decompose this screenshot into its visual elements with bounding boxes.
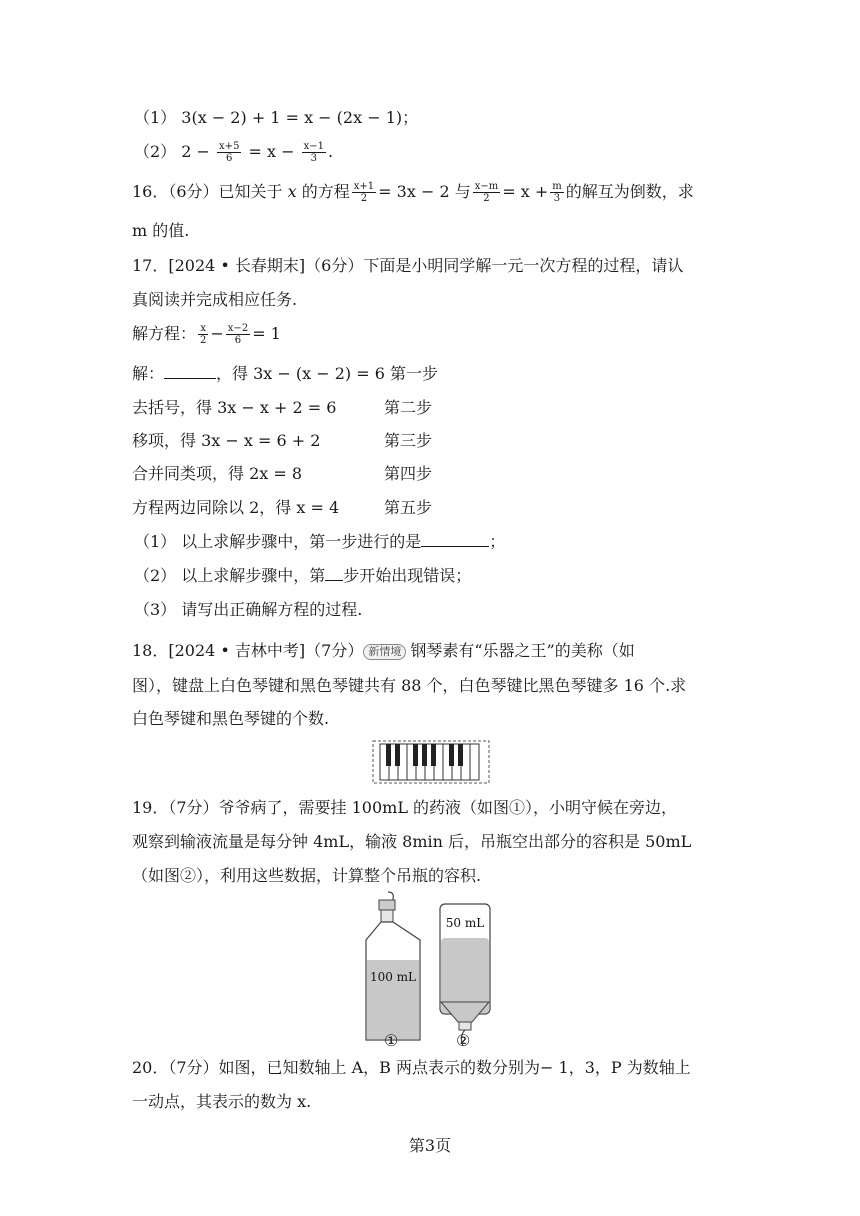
- q17-task3: （3） 请写出正确解方程的过程.: [134, 600, 363, 619]
- frac-den: 6: [226, 153, 233, 164]
- q17-step3: [132, 430, 433, 452]
- q15-part2-fraction-2: [302, 141, 326, 164]
- q15-part1-equation: 3(x − 2) + 1 = x − (2x − 1)；: [181, 108, 419, 127]
- q16-text-a: 16．（6分）已知关于: [132, 182, 283, 201]
- q16-text-c: = 3x − 2 与: [378, 182, 471, 201]
- q15-part1-label: （1）: [134, 108, 177, 127]
- q17-step2: [132, 397, 433, 419]
- q16-line2: m 的值.: [132, 221, 190, 240]
- bottle-2-label: 50 mL: [445, 916, 485, 930]
- frac-num: m: [552, 181, 562, 192]
- q16-fraction-1: [352, 181, 376, 204]
- frac-den: 3: [553, 193, 561, 204]
- frac-den: 2: [483, 193, 490, 204]
- q16-var-x: x: [287, 182, 297, 201]
- q15-part2-label: （2）: [134, 142, 177, 161]
- frac-den: 6: [234, 335, 242, 346]
- q19-line3: （如图②），利用这些数据，计算整个吊瓶的容积.: [132, 866, 482, 885]
- q17-equation: [132, 323, 281, 346]
- q15-part2-fraction-1: [217, 141, 241, 164]
- q17-rhs: = 1: [252, 324, 281, 343]
- q17-line1: 17．[2024 • 长春期末]（6分）下面是小明同学解一元一次方程的过程，请认: [132, 256, 684, 275]
- q15-part2-lead: 2 −: [181, 142, 210, 161]
- q16-fraction-2: [473, 181, 501, 204]
- frac-num: x: [198, 323, 208, 335]
- q18-line1: [132, 640, 635, 662]
- bottle-1: [366, 892, 420, 1040]
- q17-step4-text: 合并同类项，得 2x = 8: [132, 464, 303, 483]
- q17-step3-tag: 第三步: [384, 431, 433, 450]
- q15-part2-mid: = x −: [248, 142, 295, 161]
- q18-line3: 白色琴键和黑色琴键的个数.: [132, 709, 330, 728]
- frac-den: 2: [200, 335, 207, 346]
- frac-num: x−1: [303, 141, 325, 152]
- q16-text-e: 的解互为倒数，求: [565, 182, 694, 201]
- q17-line2: 真阅读并完成相应任务.: [132, 290, 298, 309]
- q19-line2: 观察到输液流量是每分钟 4mL，输液 8min 后，吊瓶空出部分的容积是 50mL: [132, 832, 692, 851]
- answer-blank[interactable]: [325, 580, 343, 581]
- q18-text-b: 钢琴素有“乐器之王”的美称（如: [410, 641, 635, 660]
- q17-fraction-1: [198, 323, 208, 346]
- frac-num: x+1: [353, 181, 375, 192]
- frac-den: 2: [360, 193, 368, 204]
- q17-task1-end: ；: [489, 532, 506, 551]
- bottle-1-label: 100 mL: [369, 970, 417, 984]
- figure-label-2: ②: [456, 1031, 471, 1050]
- frac-num: x−2: [227, 323, 249, 334]
- white-keys: [380, 744, 479, 780]
- q15-part2-end: .: [328, 142, 334, 161]
- q17-step1: [132, 363, 438, 385]
- q17-step5-text: 方程两边同除以 2，得 x = 4: [132, 498, 340, 517]
- q17-step5: [132, 497, 433, 519]
- q18-text-a: 18．[2024 • 吉林中考]（7分）: [132, 641, 364, 660]
- figure-label-1: ①: [384, 1031, 399, 1050]
- q17-step1-text: ，得 3x − (x − 2) = 6 第一步: [216, 364, 438, 383]
- q17-step4-tag: 第四步: [384, 464, 433, 483]
- frac-den: 3: [310, 153, 318, 164]
- frac-num: x−m: [474, 181, 499, 192]
- q17-step4: [132, 463, 433, 485]
- q17-fraction-2: [226, 323, 250, 346]
- q17-task2-text: （2） 以上求解步骤中，第: [134, 566, 326, 585]
- q16-text-d: = x +: [502, 182, 549, 201]
- q15-part2: [134, 141, 333, 164]
- q17-equation-label: 解方程：: [132, 324, 197, 343]
- q17-step1-label: 解：: [132, 364, 165, 383]
- q20-line1: 20．（7分）如图，已知数轴上 A，B 两点表示的数分别为− 1，3，P 为数轴上: [132, 1058, 691, 1077]
- answer-blank[interactable]: [421, 546, 489, 547]
- answer-blank[interactable]: [164, 378, 216, 379]
- q18-line2: 图），键盘上白色琴键和黑色琴键共有 88 个，白色琴键比黑色琴键多 16 个.求: [132, 676, 687, 695]
- q15-part1: [134, 107, 418, 129]
- q19-line1: 19．（7分）爷爷病了，需要挂 100mL 的药液（如图①），小明守候在旁边，: [132, 798, 678, 817]
- iv-bottles-figure: [358, 890, 508, 1050]
- q16-line1: [132, 181, 694, 204]
- q16-text-b: 的方程: [301, 182, 350, 201]
- q17-step2-text: 去括号，得 3x − x + 2 = 6: [132, 398, 337, 417]
- q17-step5-tag: 第五步: [384, 498, 433, 517]
- q17-task2-end: 步开始出现错误；: [343, 566, 472, 585]
- q17-step3-text: 移项，得 3x − x = 6 + 2: [132, 431, 321, 450]
- frac-num: x+5: [219, 141, 240, 152]
- piano-keyboard-figure: [372, 740, 490, 784]
- new-context-badge: 新情境: [363, 644, 406, 660]
- bottle-2: [440, 904, 490, 1046]
- q17-minus: −: [210, 324, 224, 343]
- black-keys: [386, 744, 463, 766]
- q17-step2-tag: 第二步: [384, 398, 433, 417]
- page-number: 第3页: [408, 1136, 452, 1155]
- q20-line2: 一动点，其表示的数为 x.: [132, 1092, 312, 1111]
- q17-task1-text: （1） 以上求解步骤中，第一步进行的是: [134, 532, 422, 551]
- q16-fraction-3: [550, 181, 563, 204]
- q17-task2: [134, 565, 471, 587]
- q17-task1: [134, 531, 505, 553]
